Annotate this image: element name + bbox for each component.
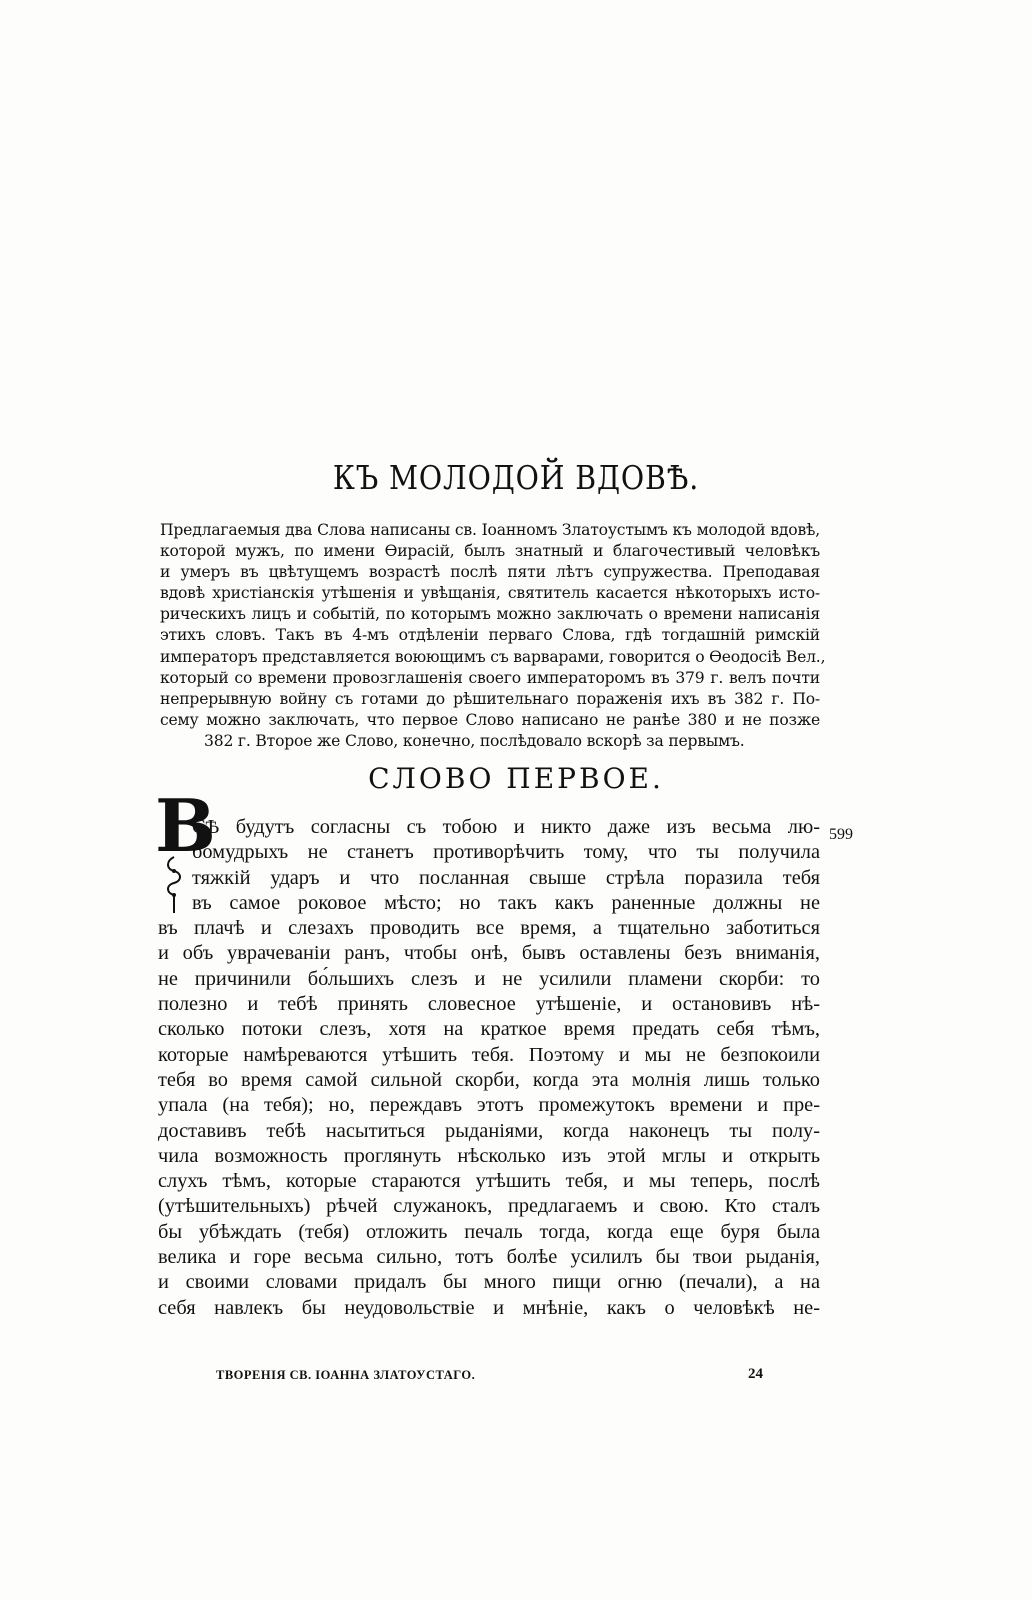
preface-line: сему можно заключать, что первое Слово написано не ранѣе 380 и не позже [160,710,820,729]
body-line: доставивъ тебѣ насытиться рыданіями, когда наконецъ ты полу- [158,1119,820,1142]
body-line: чила возможность проглянуть нѣсколько изъ этой мглы и открыть [158,1144,820,1167]
preface-line: Предлагаемыя два Слова написаны св. Іоанномъ Златоустымъ къ молодой вдовѣ, [160,521,820,539]
footer-sheet-number: 24 [748,1366,763,1382]
preface-line: и умеръ въ цвѣтущемъ возрастѣ послѣ пяти лѣтъ супружества. Преподавая [160,563,820,582]
body-line: и объ уврачеваніи ранъ, чтобы онѣ, бывъ оставлены безъ вниманія, [158,942,820,965]
preface-line: который со времени провозглашенія своего императоромъ въ 379 г. велъ почти [160,668,820,687]
footer-signature: ТВОРЕНІЯ СВ. ІОАННА ЗЛАТОУСТАГО. [216,1368,476,1382]
body-paragraph [158,815,820,1321]
preface-line: непрерывную войну съ готами до рѣшительнаго пораженія ихъ въ 382 г. По- [160,689,820,708]
body-line: себя навлекъ бы неудовольствіе и мнѣніе, какъ о человѣкѣ не- [158,1296,820,1319]
body-line: полезно и тебѣ принять словесное утѣшеніе, и остановивъ нѣ- [158,993,820,1016]
body-line: (утѣшительныхъ) рѣчей служанокъ, предлагаемъ и свою. Кто сталъ [158,1195,820,1218]
drop-cap: В [155,783,216,868]
body-line: въ плачѣ и слезахъ проводить все время, а тщательно заботиться [158,917,820,940]
body-line: упала (на тебя); но, переждавъ этотъ промежутокъ времени и пре- [158,1094,820,1117]
preface-line: вдовѣ христіанскія утѣшенія и увѣщанія, святитель касается нѣкоторыхъ исто- [160,584,820,603]
preface-line: этихъ словъ. Такъ въ 4-мъ отдѣленіи перваго Слова, гдѣ тогдашній римскій [160,626,820,645]
preface-line: 382 г. Второе же Слово, конечно, послѣдовало вскорѣ за первымъ. [204,731,745,750]
body-line: слухъ тѣмъ, которые стараются утѣшить тебя, и мы теперь, послѣ [158,1170,820,1193]
section-title: СЛОВО ПЕРВОЕ. [368,762,664,795]
body-line: СѢ будутъ согласны съ тобою и никто даже изъ весьма лю- [192,816,820,838]
preface-line: рическихъ лицъ и событій, по которымъ можно заключать о времени написанія [160,605,820,624]
body-line: сколько потоки слезъ, хотя на краткое время предать себя тѣмъ, [158,1018,820,1041]
preface-line: которой мужъ, по имени Ѳирасій, былъ знатный и благочестивый человѣкъ [160,542,820,561]
body-line: бы убѣждать (тебя) отложить печаль тогда, когда еще буря была [158,1220,820,1243]
body-line: бомудрыхъ не станетъ противорѣчить тому, что ты получила [192,841,820,864]
margin-page-number: 599 [829,826,853,843]
preface-line: императоръ представляется воюющимъ съ варварами, говорится о Ѳеодосіѣ Вел., [160,647,826,666]
body-line: тебя во время самой сильной скорби, когда эта молнія лишь только [158,1068,820,1091]
body-line: и своими словами придалъ бы много пищи огню (печали), а на [158,1271,820,1294]
body-line: въ самое роковое мѣсто; но такъ какъ раненные должны не [192,891,820,914]
body-line: велика и горе весьма сильно, тотъ болѣе усилилъ бы твои рыданія, [158,1246,820,1269]
body-line: не причинили бо́льшихъ слезъ и не усилили пламени скорби: то [158,967,820,990]
preface-paragraph [160,520,826,752]
body-line: которые намѣреваются утѣшить тебя. Поэтому и мы не безпокоили [158,1043,820,1066]
body-line: тяжкій ударъ и что посланная свыше стрѣла поразила тебя [192,866,820,889]
page-title: КЪ МОЛОДОЙ ВДОВѢ. [332,458,700,497]
